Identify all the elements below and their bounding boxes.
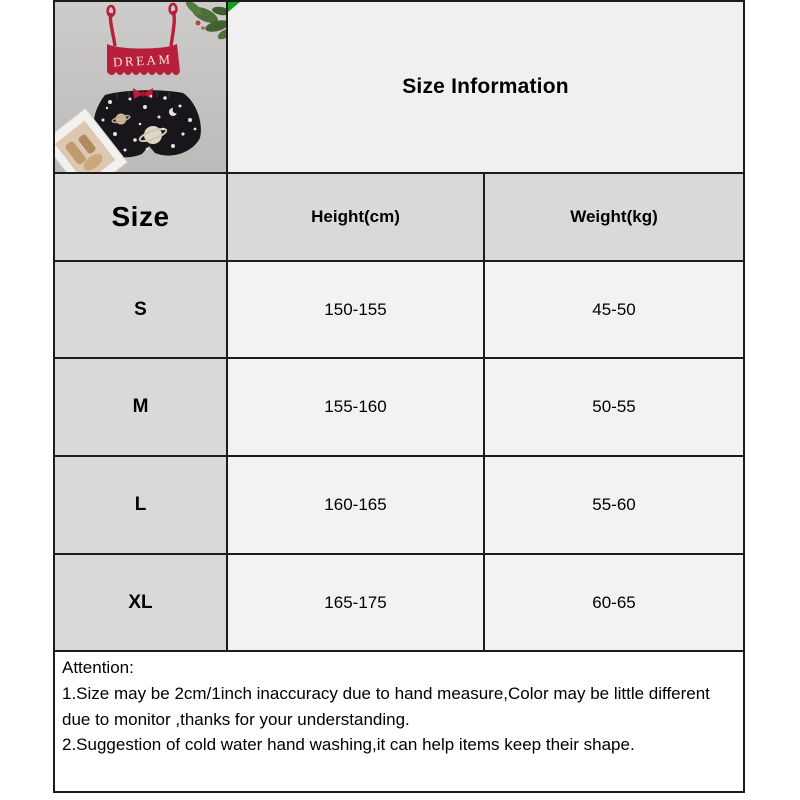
height-value: 160-165 (228, 457, 485, 553)
height-value: 150-155 (228, 262, 485, 357)
product-photo-image (55, 2, 228, 172)
green-corner-icon (228, 2, 240, 12)
size-label: XL (55, 555, 228, 650)
table-header-row (55, 172, 743, 260)
size-label: L (55, 457, 228, 553)
weight-value: 55-60 (485, 457, 743, 553)
column-header-size: Size (55, 174, 228, 260)
size-chart-sheet (53, 0, 745, 793)
attention-note-1: 1.Size may be 2cm/1inch inaccuracy due to hand measure,Color may be little different due to monitor ,thanks for your understanding. (62, 683, 710, 729)
weight-value: 50-55 (485, 359, 743, 455)
table-row-s (55, 260, 743, 357)
height-value: 165-175 (228, 555, 485, 650)
column-header-weight: Weight(kg) (485, 174, 743, 260)
attention-note-2: 2.Suggestion of cold water hand washing,it can help items keep their shape. (62, 735, 635, 755)
page-title: Size Information (402, 75, 569, 98)
top-row (55, 2, 743, 172)
table-row-xl (55, 553, 743, 650)
attention-section (55, 650, 743, 791)
column-header-height: Height(cm) (228, 174, 485, 260)
size-label: S (55, 262, 228, 357)
weight-value: 45-50 (485, 262, 743, 357)
product-photo (55, 2, 228, 172)
size-label: M (55, 359, 228, 455)
title-cell (228, 2, 743, 172)
weight-value: 60-65 (485, 555, 743, 650)
attention-heading: Attention: (62, 658, 134, 677)
svg-text:DREAM: DREAM (112, 51, 173, 70)
table-row-l (55, 455, 743, 553)
table-row-m (55, 357, 743, 455)
height-value: 155-160 (228, 359, 485, 455)
